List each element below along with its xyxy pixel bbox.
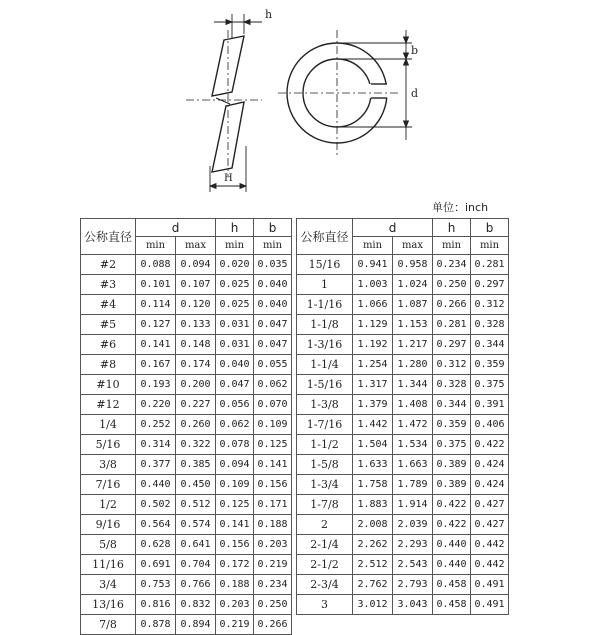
d-max-cell: 1.914 [393,495,433,515]
d-min-cell: 0.377 [136,455,176,475]
size-cell: 1/2 [81,495,136,515]
b-min-cell: 0.188 [254,515,292,535]
h-min-cell: 0.281 [433,315,471,335]
table-row [81,375,292,395]
table-row [297,515,509,535]
h-min-cell: 0.458 [433,575,471,595]
d-min-cell: 2.008 [353,515,393,535]
size-cell: 1 [297,275,353,295]
size-cell: 1-5/8 [297,455,353,475]
h-min-cell: 0.031 [216,315,254,335]
d-min-cell: 0.440 [136,475,176,495]
table-row [81,455,292,475]
washer-drawing [0,0,600,215]
d-min-cell: 1.379 [353,395,393,415]
table-row [297,555,509,575]
h-min-cell: 0.440 [433,535,471,555]
table-row [81,575,292,595]
b-min-cell: 0.442 [471,535,509,555]
b-min-cell: 0.297 [471,275,509,295]
d-min-cell: 0.502 [136,495,176,515]
h-min-cell: 0.266 [433,295,471,315]
b-min-cell: 0.156 [254,475,292,495]
h-min-cell: 0.056 [216,395,254,415]
d-max-cell: 1.087 [393,295,433,315]
header-b: b [471,219,509,237]
d-min-cell: 0.127 [136,315,176,335]
table-row [297,375,509,395]
table-row [81,275,292,295]
d-min-cell: 1.504 [353,435,393,455]
d-max-cell: 0.120 [176,295,216,315]
table-row [297,395,509,415]
h-min-cell: 0.078 [216,435,254,455]
b-min-cell: 0.427 [471,515,509,535]
h-min-cell: 0.156 [216,535,254,555]
size-cell: 2-3/4 [297,575,353,595]
b-min-cell: 0.442 [471,555,509,575]
size-cell: 1-3/8 [297,395,353,415]
b-min-cell: 0.250 [254,595,292,615]
h-min-cell: 0.172 [216,555,254,575]
table-row [81,395,292,415]
size-cell: 1-3/4 [297,475,353,495]
header-b-min: min [471,237,509,255]
table-row [81,535,292,555]
b-min-cell: 0.035 [254,255,292,275]
d-max-cell: 0.148 [176,335,216,355]
header-h: h [433,219,471,237]
size-cell: #3 [81,275,136,295]
b-min-cell: 0.047 [254,335,292,355]
d-max-cell: 0.574 [176,515,216,535]
h-min-cell: 0.234 [433,255,471,275]
d-min-cell: 0.564 [136,515,176,535]
size-cell: 1-1/4 [297,355,353,375]
header-d: d [136,219,216,237]
d-max-cell: 0.094 [176,255,216,275]
washer-front-view [278,30,400,156]
d-min-cell: 0.252 [136,415,176,435]
table-row [81,615,292,635]
d-min-cell: 0.878 [136,615,176,635]
header-h-min: min [433,237,471,255]
table-row [297,275,509,295]
d-min-cell: 0.193 [136,375,176,395]
size-cell: 9/16 [81,515,136,535]
size-cell: #4 [81,295,136,315]
header-d-min: min [353,237,393,255]
table-row [81,355,292,375]
header-d-max: max [393,237,433,255]
d-max-cell: 0.894 [176,615,216,635]
d-max-cell: 1.344 [393,375,433,395]
h-min-cell: 0.031 [216,335,254,355]
d-min-cell: 1.883 [353,495,393,515]
H-label: H [224,173,233,184]
d-max-cell: 3.043 [393,595,433,615]
d-min-cell: 2.762 [353,575,393,595]
d-max-cell: 0.512 [176,495,216,515]
size-cell: 7/16 [81,475,136,495]
b-min-cell: 0.055 [254,355,292,375]
d-max-cell: 0.766 [176,575,216,595]
size-cell: 13/16 [81,595,136,615]
h-min-cell: 0.375 [433,435,471,455]
h-min-cell: 0.188 [216,575,254,595]
d-max-cell: 2.793 [393,575,433,595]
h-min-cell: 0.250 [433,275,471,295]
h-min-cell: 0.344 [433,395,471,415]
size-cell: #5 [81,315,136,335]
header-b-min: min [254,237,292,255]
h-min-cell: 0.458 [433,595,471,615]
d-min-cell: 0.220 [136,395,176,415]
d-min-cell: 0.088 [136,255,176,275]
h-label: h [265,8,273,21]
size-cell: 1-3/16 [297,335,353,355]
table-row [81,475,292,495]
b-min-cell: 0.491 [471,575,509,595]
d-min-cell: 0.167 [136,355,176,375]
b-min-cell: 0.281 [471,255,509,275]
d-min-cell: 3.012 [353,595,393,615]
d-max-cell: 0.641 [176,535,216,555]
b-min-cell: 0.427 [471,495,509,515]
d-max-cell: 0.174 [176,355,216,375]
h-min-cell: 0.025 [216,295,254,315]
h-min-cell: 0.389 [433,475,471,495]
d-min-cell: 0.816 [136,595,176,615]
b-min-cell: 0.070 [254,395,292,415]
d-min-cell: 2.512 [353,555,393,575]
h-min-cell: 0.328 [433,375,471,395]
size-cell: #2 [81,255,136,275]
unit-label: 单位：inch [432,201,489,214]
b-min-cell: 0.391 [471,395,509,415]
d-min-cell: 0.691 [136,555,176,575]
size-cell: 3/8 [81,455,136,475]
size-cell: 2-1/4 [297,535,353,555]
d-min-cell: 0.941 [353,255,393,275]
b-min-cell: 0.491 [471,595,509,615]
d-max-cell: 0.832 [176,595,216,615]
d-min-cell: 2.262 [353,535,393,555]
table-row [81,295,292,315]
table-row [297,595,509,615]
d-max-cell: 0.200 [176,375,216,395]
b-min-cell: 0.040 [254,275,292,295]
d-max-cell: 1.534 [393,435,433,455]
d-min-cell: 0.628 [136,535,176,555]
size-cell: 3/4 [81,575,136,595]
table-row [297,355,509,375]
b-min-cell: 0.203 [254,535,292,555]
size-cell: 15/16 [297,255,353,275]
b-min-cell: 0.141 [254,455,292,475]
d-min-cell: 0.114 [136,295,176,315]
d-min-cell: 0.141 [136,335,176,355]
b-min-cell: 0.344 [471,335,509,355]
size-cell: 5/8 [81,535,136,555]
h-min-cell: 0.422 [433,495,471,515]
d-max-cell: 0.385 [176,455,216,475]
h-min-cell: 0.125 [216,495,254,515]
header-h: h [216,219,254,237]
h-min-cell: 0.047 [216,375,254,395]
table-row [297,295,509,315]
table-row [81,315,292,335]
d-min-cell: 0.753 [136,575,176,595]
b-min-cell: 0.062 [254,375,292,395]
h-min-cell: 0.109 [216,475,254,495]
d-min-cell: 1.003 [353,275,393,295]
d-label: d [411,87,419,100]
h-min-cell: 0.141 [216,515,254,535]
b-min-cell: 0.328 [471,315,509,335]
h-min-cell: 0.094 [216,455,254,475]
d-min-cell: 1.192 [353,335,393,355]
table-row [81,255,292,275]
d-max-cell: 1.217 [393,335,433,355]
table-row [81,495,292,515]
b-min-cell: 0.109 [254,415,292,435]
h-min-cell: 0.422 [433,515,471,535]
h-min-cell: 0.389 [433,455,471,475]
size-cell: 1/4 [81,415,136,435]
h-min-cell: 0.297 [433,335,471,355]
b-min-cell: 0.266 [254,615,292,635]
d-min-cell: 0.101 [136,275,176,295]
b-min-cell: 0.234 [254,575,292,595]
h-min-cell: 0.025 [216,275,254,295]
b-min-cell: 0.125 [254,435,292,455]
size-cell: 2 [297,515,353,535]
b-min-cell: 0.375 [471,375,509,395]
b-min-cell: 0.424 [471,475,509,495]
d-min-cell: 1.442 [353,415,393,435]
size-cell: 1-5/16 [297,375,353,395]
h-min-cell: 0.203 [216,595,254,615]
table-row [81,335,292,355]
d-max-cell: 0.227 [176,395,216,415]
d-max-cell: 0.450 [176,475,216,495]
table-row [81,555,292,575]
size-cell: 11/16 [81,555,136,575]
size-cell: 5/16 [81,435,136,455]
b-label: b [411,44,419,57]
table-row [81,515,292,535]
header-b: b [254,219,292,237]
b-min-cell: 0.312 [471,295,509,315]
b-min-cell: 0.424 [471,455,509,475]
d-max-cell: 0.260 [176,415,216,435]
table-row [297,255,509,275]
spec-table-right [296,218,509,615]
table-row [81,415,292,435]
h-min-cell: 0.062 [216,415,254,435]
size-cell: 3 [297,595,353,615]
h-min-cell: 0.219 [216,615,254,635]
size-cell: #8 [81,355,136,375]
d-max-cell: 2.293 [393,535,433,555]
d-max-cell: 0.133 [176,315,216,335]
d-max-cell: 0.107 [176,275,216,295]
h-dimension [214,14,262,38]
b-min-cell: 0.406 [471,415,509,435]
b-min-cell: 0.219 [254,555,292,575]
table-row [297,535,509,555]
d-min-cell: 1.129 [353,315,393,335]
table-row [81,595,292,615]
h-min-cell: 0.040 [216,355,254,375]
h-min-cell: 0.359 [433,415,471,435]
size-cell: 2-1/2 [297,555,353,575]
d-max-cell: 1.153 [393,315,433,335]
size-cell: #10 [81,375,136,395]
header-size: 公称直径 [297,219,353,255]
d-min-cell: 1.758 [353,475,393,495]
size-cell: 1-1/16 [297,295,353,315]
header-d-min: min [136,237,176,255]
size-cell: 1-1/2 [297,435,353,455]
size-cell: 1-7/8 [297,495,353,515]
table-row [81,435,292,455]
table-row [297,475,509,495]
d-min-cell: 0.314 [136,435,176,455]
d-min-cell: 1.066 [353,295,393,315]
d-max-cell: 1.789 [393,475,433,495]
d-min-cell: 1.317 [353,375,393,395]
b-min-cell: 0.422 [471,435,509,455]
d-max-cell: 2.543 [393,555,433,575]
washer-side-view [186,30,262,176]
table-row [297,335,509,355]
spec-table-left [80,218,292,635]
d-max-cell: 1.280 [393,355,433,375]
header-d: d [353,219,433,237]
size-cell: 7/8 [81,615,136,635]
d-max-cell: 0.704 [176,555,216,575]
d-max-cell: 1.663 [393,455,433,475]
table-row [297,455,509,475]
b-min-cell: 0.040 [254,295,292,315]
d-max-cell: 1.024 [393,275,433,295]
size-cell: #6 [81,335,136,355]
table-row [297,495,509,515]
h-min-cell: 0.020 [216,255,254,275]
size-cell: #12 [81,395,136,415]
b-min-cell: 0.359 [471,355,509,375]
d-min-cell: 1.633 [353,455,393,475]
size-cell: 1-1/8 [297,315,353,335]
h-min-cell: 0.440 [433,555,471,575]
d-max-cell: 2.039 [393,515,433,535]
d-max-cell: 0.958 [393,255,433,275]
header-size: 公称直径 [81,219,136,255]
table-row [297,435,509,455]
header-h-min: min [216,237,254,255]
d-max-cell: 0.322 [176,435,216,455]
header-d-max: max [176,237,216,255]
table-row [297,575,509,595]
size-cell: 1-7/16 [297,415,353,435]
b-min-cell: 0.171 [254,495,292,515]
d-max-cell: 1.408 [393,395,433,415]
table-row [297,415,509,435]
d-min-cell: 1.254 [353,355,393,375]
d-max-cell: 1.472 [393,415,433,435]
table-row [297,315,509,335]
b-min-cell: 0.047 [254,315,292,335]
h-min-cell: 0.312 [433,355,471,375]
